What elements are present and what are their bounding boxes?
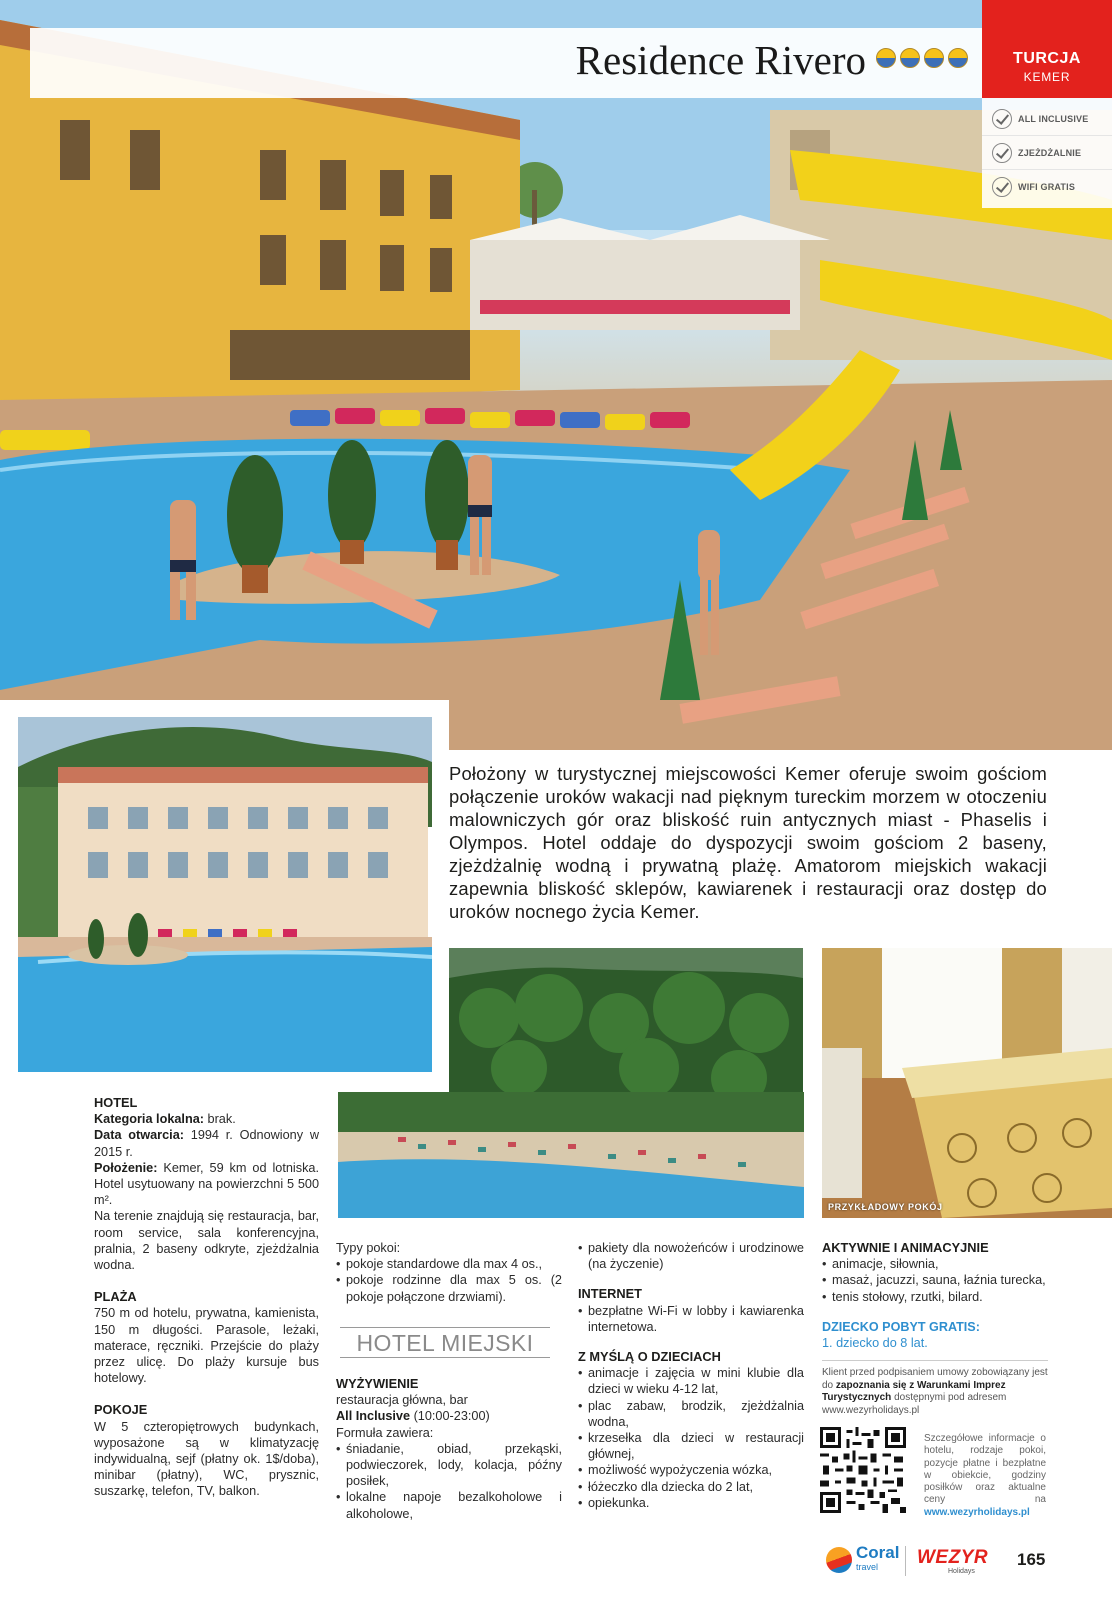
facilities-text: Na terenie znajdują się restauracja, bar, room service, sala konferencyjna, pralnia, 2 baseny odkryte, zjeżdżalnia wodna.: [94, 1209, 319, 1273]
beach-strip-photo: [338, 1092, 804, 1218]
kids-heading: Z MYŚLĄ O DZIECIACH: [578, 1349, 721, 1365]
category-value: brak.: [204, 1112, 236, 1127]
internet-heading: INTERNET: [578, 1286, 642, 1302]
page-number: 165: [1017, 1550, 1046, 1569]
star-icon: [948, 48, 968, 68]
location-label: Położenie:: [94, 1160, 158, 1175]
services-column: [578, 1240, 804, 1511]
opened-label: Data otwarcia:: [94, 1128, 184, 1143]
wezyr-logo: WEZYR: [917, 1547, 989, 1568]
formula-label: Formuła zawiera:: [336, 1425, 434, 1440]
list-item: • tenis stołowy, rzutki, bilard.: [822, 1289, 1048, 1305]
food-line: restauracja główna, bar: [336, 1393, 468, 1408]
feature-label: WIFI GRATIS: [1018, 182, 1076, 192]
star-icon: [924, 48, 944, 68]
disclaimer-post: dostępnymi pod adresem www.wezyrholidays.pl: [822, 1392, 1007, 1416]
location-line: [94, 1160, 319, 1209]
category-line: [94, 1111, 319, 1127]
rooms-text: W 5 czteropiętrowych budynkach, wyposażone są w klimatyzację indywidualną, sejf (płatny ok. 1$/doba), minibar (płatny), WC, prysznic, suszarkę, telefon, TV, balkon.: [94, 1419, 319, 1499]
room-photo-caption: PRZYKŁADOWY POKÓJ: [828, 1202, 943, 1212]
coral-logo-icon: [826, 1547, 852, 1573]
hotel-description: Położony w turystycznej miejscowości Kemer oferuje swoim gościom połączenie uroków wakacji nad pięknym tureckim morzem w otoczeniu malowniczych gór oraz bliskość ruin antycznych miast - Phaselis i Olympos. Hotel oddaje do dyspozycji swoim gościom 2 baseny, zjeżdżalnię wodną i prywatną plażę. Amatorom miejskich wakacji zapewnia bliskość sklepów, kawiarenek i restauracji oraz dostęp do uroków nocnego życia Kemer.: [449, 763, 1047, 922]
disclaimer-bold: zapoznania się z Warunkami Imprez Turystycznych: [822, 1379, 1006, 1404]
qr-code-icon: [820, 1427, 906, 1513]
list-item: • opiekunka.: [578, 1495, 804, 1511]
list-item: • bezpłatne Wi-Fi w lobby i kawiarenka internetowa.: [578, 1303, 804, 1335]
list-item: • animacje i zajęcia w mini klubie dla dzieci w wieku 4-12 lat,: [578, 1365, 804, 1397]
feature-list: [982, 98, 1112, 208]
rooms-heading: POKOJE: [94, 1402, 148, 1418]
rooms-food-column: [336, 1240, 562, 1522]
terms-disclaimer: [822, 1367, 1048, 1417]
room-types-list: [336, 1256, 562, 1305]
room-photo: [822, 948, 1112, 1218]
hotel-name: Residence Rivero: [575, 37, 866, 83]
list-item: • pokoje standardowe dla max 4 os.,: [336, 1256, 562, 1272]
list-item: • śniadanie, obiad, przekąski, podwieczorek, lody, kolacja, późny posiłek,: [336, 1441, 562, 1490]
child-free-heading: DZIECKO POBYT GRATIS:: [822, 1319, 980, 1334]
qr-note-url[interactable]: www.wezyrholidays.pl: [924, 1506, 1030, 1518]
qr-note-text: Szczegółowe informacje o hotelu, rodzaje pokoi, pozycje płatne i bezpłatne w obiekcie, godziny posiłków oraz aktualne ceny na: [924, 1433, 1046, 1506]
beach-heading: PLAŻA: [94, 1289, 137, 1305]
opened-line: [94, 1127, 319, 1159]
list-item: • krzesełka dla dzieci w restauracji głównej,: [578, 1430, 804, 1462]
qr-code[interactable]: [820, 1427, 906, 1513]
list-item: • możliwość wypożyczenia wózka,: [578, 1462, 804, 1478]
internet-list: [578, 1303, 804, 1335]
hero-photo: [0, 0, 1112, 750]
all-inclusive-hours: (10:00-23:00): [410, 1409, 490, 1424]
activities-heading: AKTYWNIE I ANIMACYJNIE: [822, 1240, 989, 1255]
packages-list: [578, 1240, 804, 1272]
hotel-heading: HOTEL: [94, 1095, 138, 1110]
room-illustration: [822, 948, 1112, 1218]
category-label: Kategoria lokalna:: [94, 1112, 204, 1127]
star-rating: [876, 48, 968, 68]
feature-label: ALL INCLUSIVE: [1018, 113, 1089, 124]
building-photo: [18, 717, 432, 1072]
destination-badge: [982, 0, 1112, 98]
list-item: • lokalne napoje bezalkoholowe i alkoholowe,: [336, 1489, 562, 1521]
star-icon: [900, 48, 920, 68]
opened-value: 1994 r. Odnowiony w 2015 r.: [94, 1128, 319, 1159]
list-item: • pokoje rodzinne dla max 5 os. (2 pokoje połączone drzwiami).: [336, 1272, 562, 1304]
coral-travel-logo: [826, 1543, 900, 1574]
building-illustration: [18, 717, 432, 1072]
list-item: • łóżeczko dla dziecka do 2 lat,: [578, 1479, 804, 1495]
disclaimer-pre: Klient przed podpisaniem umowy zobowiązany jest do: [822, 1367, 1048, 1391]
footer-divider: [905, 1546, 906, 1576]
hotel-title-band: [30, 28, 982, 98]
food-heading: WYŻYWIENIE: [336, 1376, 419, 1392]
country-label: TURCJA: [1013, 50, 1081, 67]
child-free-text: 1. dziecko do 8 lat.: [822, 1336, 928, 1351]
qr-note: [924, 1433, 1046, 1519]
region-label: KEMER: [1023, 70, 1071, 84]
wezyr-logo-sub: Holidays: [948, 1568, 975, 1575]
list-item: • pakiety dla nowożeńców i urodzinowe (na życzenie): [578, 1240, 804, 1272]
hotel-type-badge: HOTEL MIEJSKI: [340, 1327, 550, 1358]
feature-wifi: [982, 170, 1112, 204]
coral-sub: travel: [856, 1562, 879, 1572]
check-circle-icon: [992, 177, 1012, 197]
feature-label: ZJEŻDŻALNIE: [1018, 147, 1082, 158]
pool-scene-illustration: [0, 0, 1112, 750]
hotel-info-column: [94, 1095, 319, 1500]
feature-all-inclusive: [982, 102, 1112, 136]
food-list: [336, 1441, 562, 1522]
activities-column: [822, 1240, 1048, 1417]
coral-logo-text: [856, 1543, 900, 1574]
star-icon: [876, 48, 896, 68]
coral-name: Coral: [856, 1543, 900, 1562]
all-inclusive-label: All Inclusive: [336, 1409, 411, 1424]
check-circle-icon: [992, 143, 1012, 163]
all-inclusive-line: [336, 1408, 562, 1424]
beach-strip-illustration: [338, 1092, 804, 1218]
list-item: • masaż, jacuzzi, sauna, łaźnia turecka,: [822, 1272, 1048, 1288]
check-circle-icon: [992, 109, 1012, 129]
activities-list: [822, 1256, 1048, 1305]
beach-text: 750 m od hotelu, prywatna, kamienista, 150 m długości. Parasole, leżaki, materace, ręczniki. Przejście do plaży przez ulicę. Do plaży kursuje bus hotelowy.: [94, 1306, 319, 1386]
list-item: • plac zabaw, brodzik, zjeżdżalnia wodna,: [578, 1398, 804, 1430]
location-value: Kemer, 59 km od lotniska. Hotel usytuowany na powierzchni 5 500 m².: [94, 1160, 319, 1208]
room-types-intro: Typy pokoi:: [336, 1241, 401, 1255]
list-item: • animacje, siłownia,: [822, 1256, 1048, 1272]
kids-list: [578, 1365, 804, 1511]
feature-slides: [982, 136, 1112, 170]
